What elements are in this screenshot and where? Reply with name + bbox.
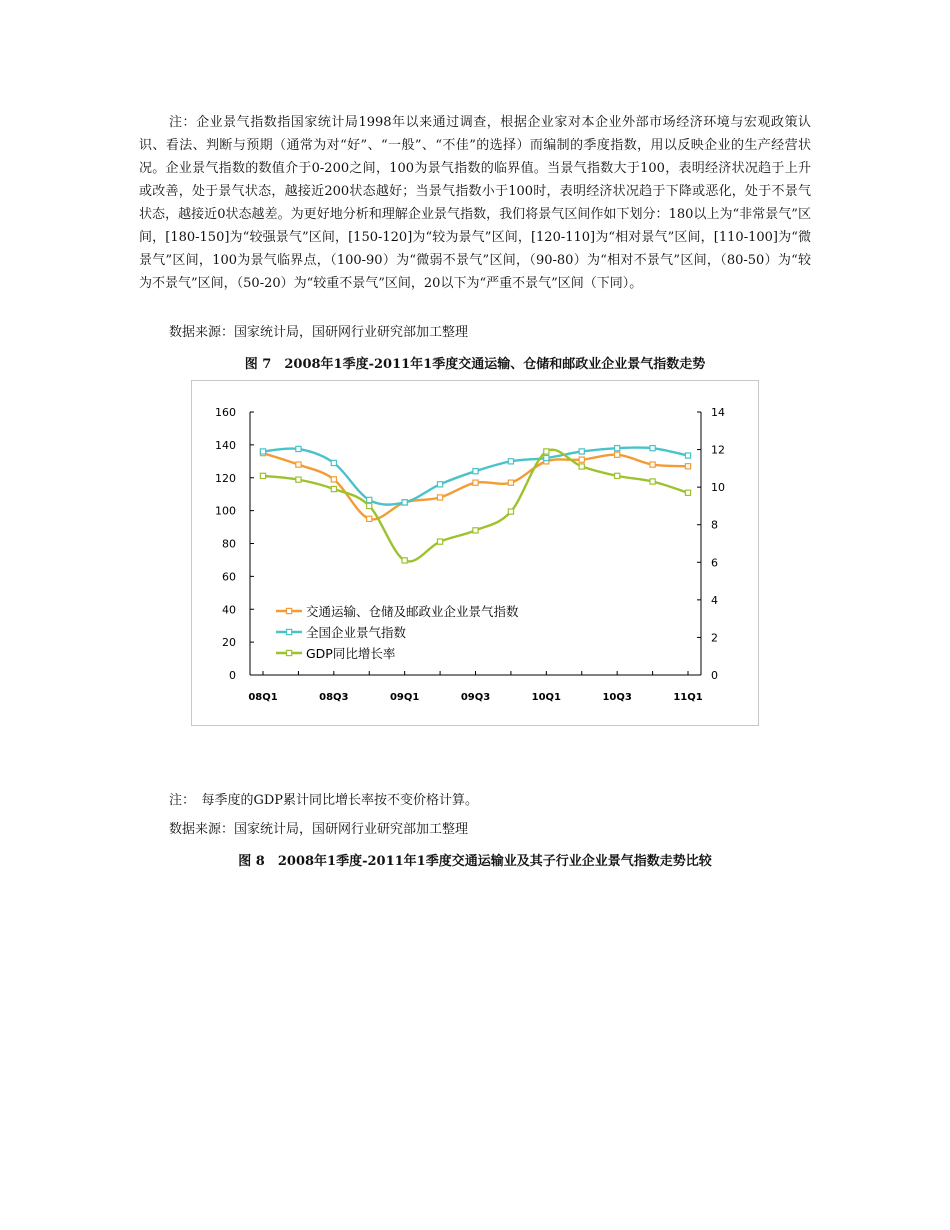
legend-label: GDP同比增长率 xyxy=(306,646,396,661)
data-point xyxy=(650,446,655,451)
legend-label: 全国企业景气指数 xyxy=(306,625,407,640)
data-point xyxy=(615,452,620,457)
data-point xyxy=(508,480,513,485)
legend-marker xyxy=(287,629,292,634)
data-point xyxy=(508,459,513,464)
x-tick-label: 11Q1 xyxy=(673,692,703,703)
data-source-1: 数据来源：国家统计局，国研网行业研究部加工整理 xyxy=(169,325,469,340)
y-tick-label-right: 2 xyxy=(711,631,718,645)
figure-8-title: 图 8 2008年1季度-2011年1季度交通运输业及其子行业企业景气指数走势比较 xyxy=(238,854,712,869)
note-gdp: 注： 每季度的GDP累计同比增长率按不变价格计算。 xyxy=(169,793,479,808)
data-point xyxy=(402,500,407,505)
y-tick-label-left: 20 xyxy=(222,636,236,650)
data-point xyxy=(544,455,549,460)
data-point xyxy=(367,516,372,521)
data-point xyxy=(473,480,478,485)
data-point xyxy=(685,490,690,495)
y-tick-label-right: 10 xyxy=(711,481,725,495)
line-chart xyxy=(192,381,758,725)
y-tick-label-left: 140 xyxy=(215,438,236,452)
data-point xyxy=(650,479,655,484)
x-tick-label: 10Q1 xyxy=(531,692,562,703)
y-tick-label-left: 40 xyxy=(222,603,236,617)
y-tick-label-left: 60 xyxy=(222,570,236,584)
y-tick-label-right: 0 xyxy=(711,669,718,682)
data-point xyxy=(615,446,620,451)
data-point xyxy=(367,503,372,508)
data-point xyxy=(296,446,301,451)
x-tick-label: 09Q1 xyxy=(389,692,420,703)
chart-frame xyxy=(191,380,759,726)
legend-marker xyxy=(287,650,292,655)
data-point xyxy=(331,477,336,482)
y-tick-label-left: 160 xyxy=(215,406,236,419)
data-point xyxy=(544,449,549,454)
data-point xyxy=(296,477,301,482)
data-point xyxy=(579,464,584,469)
data-point xyxy=(296,462,301,467)
y-tick-label-left: 80 xyxy=(222,537,236,551)
data-point xyxy=(260,449,265,454)
y-tick-label-right: 8 xyxy=(711,518,718,532)
y-tick-label-right: 14 xyxy=(711,406,725,419)
y-tick-label-left: 0 xyxy=(229,669,236,682)
data-point xyxy=(685,464,690,469)
data-point xyxy=(473,528,478,533)
series-line-2 xyxy=(263,450,688,562)
data-source-2: 数据来源：国家统计局，国研网行业研究部加工整理 xyxy=(169,822,469,837)
figure-7-title: 图 7 2008年1季度-2011年1季度交通运输、仓储和邮政业企业景气指数走势 xyxy=(244,357,706,372)
data-point xyxy=(437,482,442,487)
x-tick-label: 10Q3 xyxy=(602,692,632,703)
data-point xyxy=(331,460,336,465)
x-tick-label: 08Q1 xyxy=(248,692,278,703)
data-point xyxy=(331,486,336,491)
data-point xyxy=(650,462,655,467)
data-point xyxy=(615,473,620,478)
data-point xyxy=(437,495,442,500)
data-point xyxy=(437,539,442,544)
y-tick-label-right: 6 xyxy=(711,556,718,570)
data-point xyxy=(579,457,584,462)
y-tick-label-right: 4 xyxy=(711,593,718,607)
y-tick-label-left: 100 xyxy=(215,504,236,518)
data-point xyxy=(473,469,478,474)
note-paragraph: 注：企业景气指数指国家统计局1998年以来通过调查，根据企业家对本企业外部市场经济环境与宏观政策认识、看法、判断与预期（通常为对“好”、“一般”、“不佳”的选择）而编制的季度指数，用以反映企业的生产经营状况。企业景气指数的数值介于0-200之间，100为景气指数的临界值。当景气指数大于100，表明经济状况趋于上升或改善，处于景气状态，越接近200状态越好；当景气指数小于100时，表明经济状况趋于下降或恶化，处于不景气状态，越接近0状态越差。为更好地分析和理解企业景气指数，我们将景气区间作如下划分：180以上为“非常景气”区间，[180-150]为“较强景气”区间，[150-120]为“较为景气”区间，[120-110]为“相对景气”区间，[110-100]为“微景气”区间，100为景气临界点，（100-90）为“微弱不景气”区间，（90-80）为“相对不景气”区间，（80-50）为“较为不景气”区间，（50-20）为“较重不景气”区间，20以下为“严重不景气”区间（下同）。 xyxy=(139,115,811,291)
data-point xyxy=(260,473,265,478)
x-tick-label: 09Q3 xyxy=(460,692,491,703)
data-point xyxy=(508,509,513,514)
data-point xyxy=(685,453,690,458)
x-tick-label: 08Q3 xyxy=(319,692,349,703)
legend-marker xyxy=(287,608,292,613)
data-point xyxy=(579,449,584,454)
legend-label: 交通运输、仓储及邮政业企业景气指数 xyxy=(306,604,519,619)
y-tick-label-left: 120 xyxy=(215,471,236,485)
data-point xyxy=(367,497,372,502)
data-point xyxy=(402,558,407,563)
y-tick-label-right: 12 xyxy=(711,443,725,457)
